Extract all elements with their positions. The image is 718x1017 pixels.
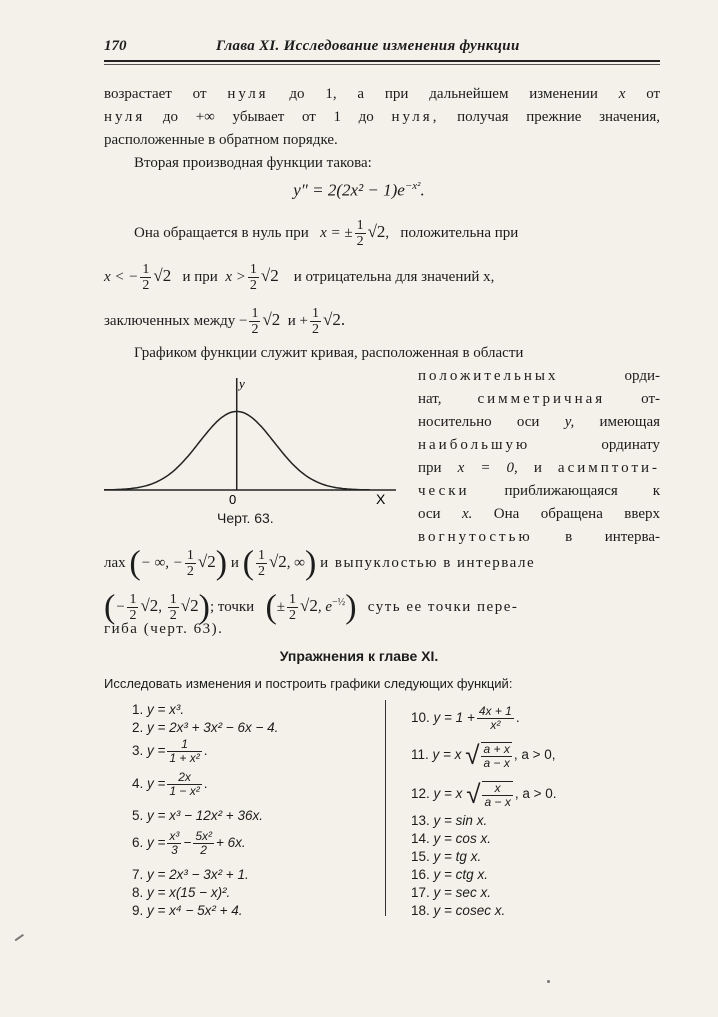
fraction-den: 2 bbox=[289, 608, 297, 623]
text: ; точки bbox=[209, 598, 255, 615]
fraction-den: 1 + x² bbox=[169, 751, 200, 765]
page-number: 170 bbox=[104, 38, 127, 54]
exercise-18 bbox=[411, 903, 505, 918]
word: 1 bbox=[333, 109, 341, 125]
word-spaced: наибольшую bbox=[418, 437, 531, 453]
fraction-den: 2 bbox=[249, 278, 257, 293]
column-line-7 bbox=[418, 506, 660, 523]
word: и bbox=[533, 460, 542, 476]
fraction-num: 1 bbox=[186, 548, 194, 563]
column-line-3 bbox=[418, 414, 660, 431]
paren-close: ) bbox=[198, 588, 210, 626]
word: а bbox=[357, 86, 365, 102]
header-rule bbox=[104, 60, 660, 62]
exercise-2 bbox=[132, 720, 278, 735]
fraction-den: 3 bbox=[171, 843, 178, 857]
exercises-title: Упражнения к главе XI. bbox=[279, 648, 439, 664]
math: x < − bbox=[104, 268, 139, 285]
ex-formula: , a > 0. bbox=[514, 786, 557, 802]
word: дальнейшем bbox=[429, 86, 509, 102]
ex-number: 14. bbox=[411, 831, 430, 846]
ex-number: 12. bbox=[411, 786, 430, 802]
word: от bbox=[646, 86, 661, 102]
word: приближающаяся bbox=[504, 483, 618, 499]
fraction-num: x bbox=[482, 782, 512, 796]
ex-formula: y = x³ − 12x² + 36x. bbox=[147, 808, 263, 823]
fraction-half bbox=[256, 548, 267, 579]
ex-formula: y = sin x. bbox=[433, 813, 488, 828]
column-line-6 bbox=[418, 483, 660, 500]
text-line-between bbox=[104, 306, 660, 337]
text-line-inflection bbox=[104, 588, 660, 626]
exercise-17 bbox=[411, 885, 491, 900]
formula-second-derivative: $y'' = 2(2x^2 - 1)e^{-x^2}$. bbox=[293, 180, 425, 200]
ex-formula: y = ctg x. bbox=[433, 867, 488, 882]
word-spaced: нуля bbox=[227, 86, 269, 102]
ex-fraction bbox=[167, 771, 201, 798]
exercise-10 bbox=[411, 705, 520, 732]
exercise-14 bbox=[411, 831, 491, 846]
sqrt: √2 bbox=[268, 551, 287, 571]
fraction-num: 1 bbox=[289, 592, 297, 607]
text: заключенных между − bbox=[104, 312, 248, 329]
header-rule-thin bbox=[104, 64, 660, 65]
math: ± bbox=[276, 598, 286, 615]
text: , bbox=[158, 598, 163, 615]
ex-fraction bbox=[477, 705, 514, 732]
math: x > bbox=[225, 268, 246, 285]
page-speck bbox=[15, 934, 28, 946]
word: прежние bbox=[526, 109, 582, 125]
column-line-2 bbox=[418, 391, 660, 408]
word: убывает bbox=[232, 109, 285, 125]
ex-formula: + 6x. bbox=[215, 835, 246, 851]
fraction-den: a − x bbox=[484, 794, 511, 809]
ex-fraction bbox=[167, 738, 201, 765]
ex-number: 7. bbox=[132, 867, 144, 882]
ex-formula: y = cosec x. bbox=[433, 903, 506, 918]
fraction-half bbox=[248, 262, 259, 293]
figure-caption: Черт. 63. bbox=[217, 510, 274, 526]
ex-formula: y = x⁴ − 5x² + 4. bbox=[147, 903, 243, 918]
ex-formula: y = cos x. bbox=[433, 831, 491, 846]
fraction-half bbox=[287, 592, 298, 623]
word: оси bbox=[516, 414, 540, 430]
ex-number: 10. bbox=[411, 710, 430, 726]
word: орди- bbox=[624, 368, 660, 384]
exercise-7 bbox=[132, 867, 249, 882]
fraction-den: 2 bbox=[356, 234, 364, 249]
word: получая bbox=[457, 109, 509, 125]
word: нат, bbox=[418, 391, 442, 407]
ex-formula: . bbox=[203, 776, 208, 792]
fraction-half bbox=[140, 262, 151, 293]
paren-open: ( bbox=[129, 544, 141, 582]
ex-fraction bbox=[481, 742, 511, 770]
text-line-3: расположенные в обратном порядке. bbox=[104, 132, 338, 148]
radical-sign: √ bbox=[465, 740, 480, 770]
text-line-graph: Графиком функции служит кривая, расположенная в области bbox=[134, 345, 524, 361]
word: ординату bbox=[601, 437, 660, 453]
math: − ∞, − bbox=[140, 554, 183, 571]
exercise-9 bbox=[132, 903, 243, 918]
ex-formula: y = bbox=[147, 835, 166, 851]
exponent: −½ bbox=[332, 596, 346, 608]
ex-formula: y = x(15 − x)². bbox=[147, 885, 231, 900]
fraction-den: 2 bbox=[142, 278, 150, 293]
fraction-den: 2 bbox=[257, 564, 265, 579]
fraction-den: a − x bbox=[483, 755, 510, 770]
fraction-den: x² bbox=[490, 718, 501, 732]
fraction-num: 1 bbox=[257, 548, 265, 563]
paren-open: ( bbox=[265, 588, 277, 626]
fraction-num: 1 bbox=[169, 592, 177, 607]
word: до bbox=[289, 86, 305, 102]
page-speck bbox=[547, 980, 550, 983]
text: и bbox=[230, 554, 239, 571]
math: − bbox=[115, 598, 126, 615]
ex-number: 18. bbox=[411, 903, 430, 918]
text-line-2 bbox=[104, 109, 660, 126]
ex-number: 16. bbox=[411, 867, 430, 882]
ex-formula: y = sec x. bbox=[433, 885, 491, 900]
fraction-half bbox=[249, 306, 260, 337]
word: от bbox=[192, 86, 207, 102]
word: изменении bbox=[529, 86, 598, 102]
ex-fraction bbox=[193, 830, 214, 857]
word: вверх bbox=[624, 506, 661, 522]
page-header bbox=[104, 38, 660, 60]
word-spaced: положительных bbox=[418, 368, 559, 384]
exercise-16 bbox=[411, 867, 488, 882]
ex-formula: y = bbox=[147, 743, 166, 759]
fraction-num: 1 bbox=[251, 306, 259, 321]
text: и + bbox=[287, 312, 309, 329]
math-var: y, bbox=[564, 414, 575, 430]
sqrt: √2 bbox=[300, 595, 318, 615]
ex-number: 1. bbox=[132, 702, 144, 717]
word: при bbox=[418, 460, 442, 476]
fraction-num: 2x bbox=[167, 771, 201, 785]
word: в bbox=[565, 529, 573, 545]
word: к bbox=[652, 483, 661, 499]
text: положительна при bbox=[400, 224, 519, 241]
text-line-4: Вторая производная функции такова: bbox=[134, 155, 372, 171]
fraction-num: 1 bbox=[356, 218, 364, 233]
ex-number: 8. bbox=[132, 885, 144, 900]
exercises-intro: Исследовать изменения и построить графики следующих функций: bbox=[104, 676, 513, 691]
origin-label: 0 bbox=[229, 492, 237, 507]
word: +∞ bbox=[195, 109, 215, 125]
formula-exponent: −x² bbox=[404, 180, 421, 192]
text-line-1 bbox=[104, 86, 660, 103]
fraction-half bbox=[168, 592, 179, 623]
ex-formula: y = x³. bbox=[147, 702, 185, 717]
paren-close: ) bbox=[305, 544, 317, 582]
word: обращена bbox=[540, 506, 603, 522]
formula-body: y″ = 2(2x² − 1)e bbox=[293, 180, 405, 200]
exercise-15 bbox=[411, 849, 481, 864]
word: Она bbox=[493, 506, 520, 522]
exercise-6 bbox=[132, 830, 246, 857]
fraction-num: 1 bbox=[129, 592, 137, 607]
math: x = ± bbox=[320, 224, 353, 241]
text: и при bbox=[182, 268, 218, 285]
fraction-half bbox=[310, 306, 321, 337]
sqrt: √2 bbox=[197, 551, 216, 571]
fraction-den: 2 bbox=[200, 843, 207, 857]
ex-formula: y = x bbox=[433, 786, 463, 802]
sqrt: √2 bbox=[140, 595, 159, 615]
ex-number: 15. bbox=[411, 849, 430, 864]
fraction-num: 1 bbox=[142, 262, 150, 277]
word: 1, bbox=[325, 86, 337, 102]
fraction-den: 2 bbox=[186, 564, 194, 579]
ex-formula: y = 2x³ − 3x² + 1. bbox=[147, 867, 249, 882]
ex-number: 13. bbox=[411, 813, 430, 828]
chapter-title: Глава XI. Исследование изменения функции bbox=[216, 38, 520, 54]
word-spaced: вогнутостью bbox=[418, 529, 533, 545]
ex-number: 6. bbox=[132, 835, 144, 851]
word-spaced: нуля bbox=[104, 109, 146, 125]
fraction-den: 2 bbox=[312, 322, 320, 337]
ex-formula: . bbox=[515, 710, 520, 726]
ex-number: 9. bbox=[132, 903, 144, 918]
ex-fraction bbox=[167, 830, 181, 857]
ex-number: 17. bbox=[411, 885, 430, 900]
text: суть ее точки пере- bbox=[367, 598, 519, 615]
exercise-8 bbox=[132, 885, 230, 900]
fraction-num: a + x bbox=[483, 741, 510, 756]
paren-close: ) bbox=[215, 544, 228, 582]
exercise-1 bbox=[132, 702, 184, 717]
sqrt: √2. bbox=[323, 309, 346, 329]
fraction-den: 2 bbox=[169, 608, 177, 623]
word: носительно bbox=[418, 414, 492, 430]
ex-formula: y = tg x. bbox=[433, 849, 482, 864]
text: и выпуклостью в интервале bbox=[320, 554, 536, 571]
math-var: x. bbox=[461, 506, 473, 522]
fraction-half bbox=[127, 592, 138, 623]
paren-open: ( bbox=[104, 588, 116, 626]
fraction-den: 2 bbox=[251, 322, 259, 337]
exercise-5 bbox=[132, 808, 263, 823]
ex-formula: y = x bbox=[432, 747, 462, 763]
word-spaced: чески bbox=[418, 483, 470, 499]
sqrt: √2 bbox=[262, 309, 281, 329]
text: лах bbox=[104, 554, 126, 571]
fraction-half bbox=[185, 548, 196, 579]
exercise-13 bbox=[411, 813, 487, 828]
ex-fraction bbox=[482, 781, 512, 809]
column-line-8 bbox=[418, 529, 660, 546]
ex-formula: − bbox=[183, 835, 192, 851]
word: до bbox=[358, 109, 374, 125]
text-line-zero: Она обращается в нуль при x = ± $\frac{1}{2}$ √2, положительна при bbox=[134, 218, 519, 249]
word: возрастает bbox=[104, 86, 172, 102]
x-axis-label: X bbox=[376, 491, 386, 507]
sqrt: √2 bbox=[180, 595, 199, 615]
ex-formula: y = 2x³ + 3x² − 6x − 4. bbox=[147, 720, 279, 735]
word: оси bbox=[418, 506, 441, 522]
fraction-half bbox=[355, 218, 366, 249]
ex-number: 2. bbox=[132, 720, 144, 735]
exercise-3 bbox=[132, 738, 208, 765]
exercise-11 bbox=[411, 740, 555, 771]
column-line-1 bbox=[418, 368, 660, 385]
ex-formula: y = bbox=[147, 776, 166, 792]
math-var: x bbox=[618, 86, 626, 102]
figure-63-bell-curve bbox=[104, 370, 404, 520]
ex-formula: , a > 0, bbox=[513, 747, 556, 763]
math: x = 0, bbox=[457, 460, 518, 476]
sqrt: √2 bbox=[260, 265, 279, 285]
fraction-num: 1 bbox=[249, 262, 257, 277]
math: , e bbox=[317, 598, 333, 615]
exercise-4 bbox=[132, 771, 208, 798]
word: до bbox=[162, 109, 179, 125]
word: от- bbox=[641, 391, 661, 407]
word: интерва- bbox=[604, 529, 660, 545]
word: от bbox=[301, 109, 316, 125]
paren-open: ( bbox=[242, 544, 254, 582]
column-line-5 bbox=[418, 460, 660, 477]
fraction-den: 1 − x² bbox=[169, 784, 200, 798]
word: имеющая bbox=[599, 414, 661, 430]
column-line-4 bbox=[418, 437, 660, 454]
fraction-num: 1 bbox=[167, 738, 201, 752]
fraction-num: x³ bbox=[169, 829, 180, 843]
word-spaced: асимптоти- bbox=[557, 460, 661, 476]
fraction-den: 2 bbox=[129, 608, 137, 623]
math: , ∞ bbox=[286, 554, 305, 571]
word: при bbox=[384, 86, 409, 102]
ex-formula: . bbox=[203, 743, 208, 759]
ex-formula: y = 1 + bbox=[433, 710, 475, 726]
radical-sign: √ bbox=[466, 779, 481, 809]
text-line-ineq bbox=[104, 262, 660, 293]
fraction-num: 4x + 1 bbox=[478, 704, 512, 718]
sqrt: √2 bbox=[153, 265, 172, 285]
word: значения, bbox=[599, 109, 661, 125]
ex-number: 5. bbox=[132, 808, 144, 823]
column-divider bbox=[385, 700, 386, 916]
text-line-intervals bbox=[104, 544, 660, 582]
ex-number: 11. bbox=[411, 747, 429, 763]
sqrt: √2 bbox=[367, 221, 386, 241]
ex-number: 4. bbox=[132, 776, 144, 792]
text: Она обращается в нуль при bbox=[134, 224, 309, 241]
text-line-last: гиба (черт. 63). bbox=[104, 621, 224, 637]
word-spaced: симметричная bbox=[477, 391, 606, 407]
ex-number: 3. bbox=[132, 743, 144, 759]
fraction-num: 5x² bbox=[195, 829, 212, 843]
y-axis-label: y bbox=[239, 376, 245, 391]
paren-close: ) bbox=[345, 588, 357, 626]
text: и отрицательна для значений x, bbox=[293, 268, 495, 285]
exercise-12 bbox=[411, 779, 557, 810]
word-spaced: нуля, bbox=[391, 109, 440, 125]
fraction-num: 1 bbox=[312, 306, 320, 321]
